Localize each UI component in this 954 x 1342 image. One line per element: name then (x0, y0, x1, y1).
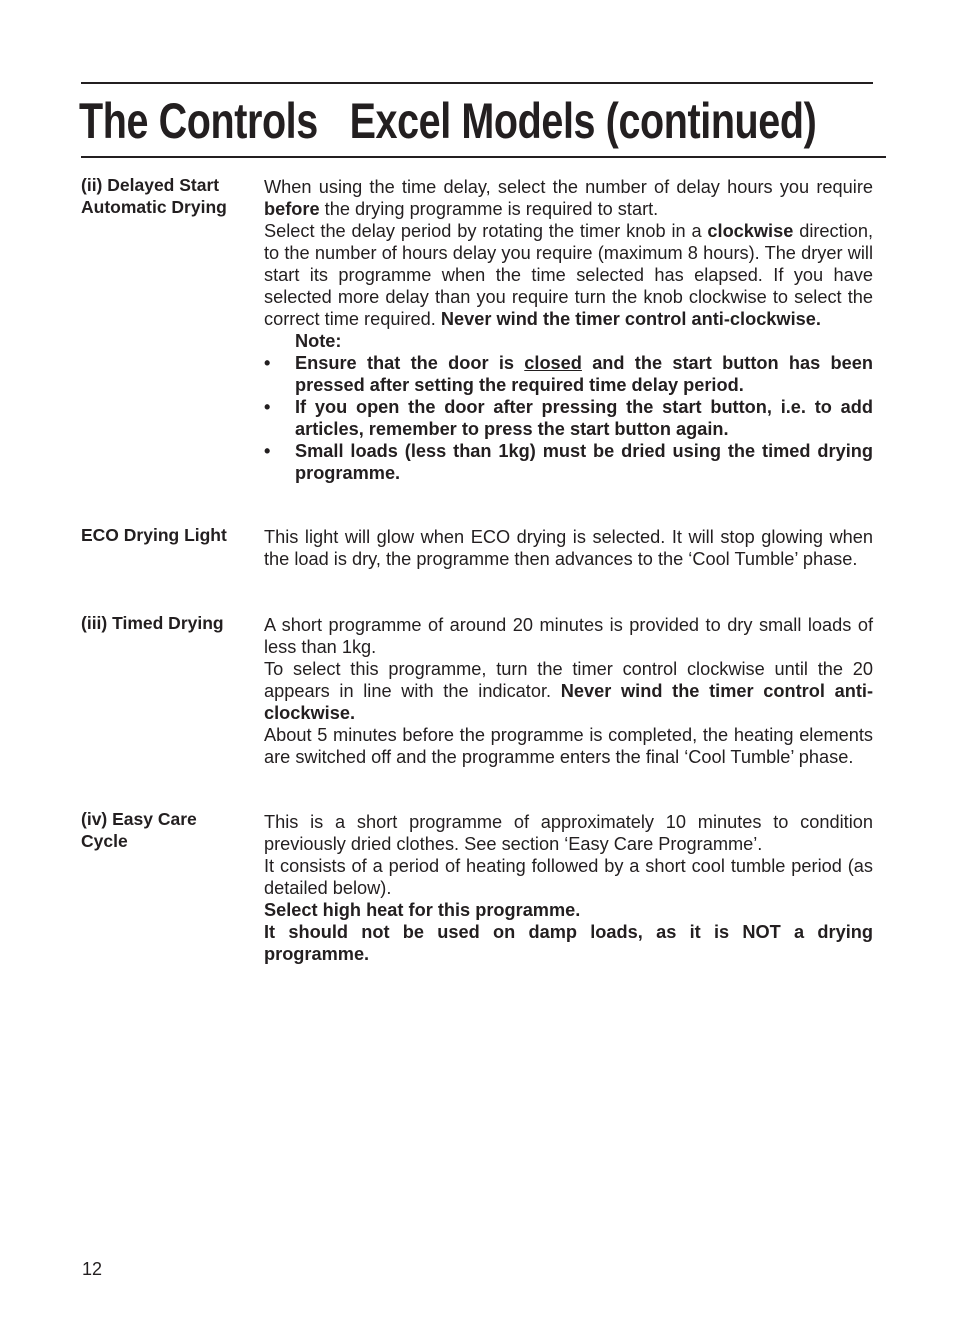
section-body (264, 614, 873, 768)
list-item (264, 352, 873, 396)
bold-text: clockwise (707, 221, 794, 241)
paragraph: This light will glow when ECO drying is selected. It will stop glowing when the load is dry, the programme then advances to the ‘Cool Tumble’ phase. (264, 527, 873, 569)
section-body (264, 811, 873, 965)
paragraph (264, 176, 873, 220)
label-line-1: (iv) Easy Care (81, 809, 197, 829)
label-line-1: (ii) Delayed Start (81, 175, 220, 195)
text-run: and the start button has been pressed after setting the required time delay period. (295, 353, 873, 395)
bullet-icon: • (264, 397, 271, 417)
paragraph: About 5 minutes before the programme is completed, the heating elements are switched off and the programme enters the final ‘Cool Tumble’ phase. (264, 725, 873, 767)
text-run: Ensure that the door is (295, 353, 525, 373)
label-line-2: Cycle (81, 831, 128, 851)
bullet-icon: • (264, 353, 271, 373)
page-title: The Controls Excel Models (continued) (79, 93, 817, 149)
page-number: 12 (82, 1259, 103, 1279)
warning-paragraph: It should not be used on damp loads, as it is NOT a drying programme. (264, 922, 873, 964)
paragraph (264, 658, 873, 724)
paragraph (264, 220, 873, 330)
section-body (264, 176, 873, 484)
paragraph: It consists of a period of heating followed by a short cool tumble period (as detailed below). (264, 856, 873, 898)
paragraph: This is a short programme of approximately 10 minutes to condition previously dried clothes. See section ‘Easy Care Programme’. (264, 812, 873, 854)
warning-text: Never wind the timer control anti-clockwise. (264, 681, 873, 723)
section-body (264, 526, 873, 570)
paragraph: A short programme of around 20 minutes is provided to dry small loads of less than 1kg. (264, 615, 873, 657)
underlined-text: closed (524, 353, 582, 373)
section-label (81, 174, 253, 218)
bold-text: before (264, 199, 320, 219)
text-run: direction, to the number of hours delay you require (maximum 8 hours). The dryer will start its programme when the time selected has elapsed. If you have selected more delay than you require turn the knob clockwise to select the correct time required. (264, 221, 873, 329)
text-run: If you open the door after pressing the start button, i.e. to add articles, remember to press the start button again. (295, 397, 873, 439)
text-run: the drying programme is required to start. (319, 199, 659, 219)
section-label (81, 808, 253, 852)
note-heading: Note: (295, 331, 342, 351)
list-item (264, 440, 873, 484)
warning-text: Never wind the timer control anti-clockwise. (440, 309, 821, 329)
text-run: Select the delay period by rotating the timer knob in a (264, 221, 708, 241)
text-run: When using the time delay, select the number of delay hours you require (264, 177, 873, 197)
note-list (264, 352, 873, 484)
section-label: ECO Drying Light (81, 525, 227, 545)
bullet-icon: • (264, 441, 271, 461)
label-line-2: Automatic Drying (81, 197, 227, 217)
list-item (264, 396, 873, 440)
header-bottom-rule (81, 156, 886, 158)
text-run: Small loads (less than 1kg) must be dried using the timed drying programme. (295, 441, 873, 483)
header-top-rule (81, 82, 873, 84)
paragraph: Select high heat for this programme. (264, 900, 581, 920)
section-label: (iii) Timed Drying (81, 613, 224, 633)
text-run: To select this programme, turn the timer control clockwise until the 20 appears in line with the indicator. (264, 659, 873, 701)
